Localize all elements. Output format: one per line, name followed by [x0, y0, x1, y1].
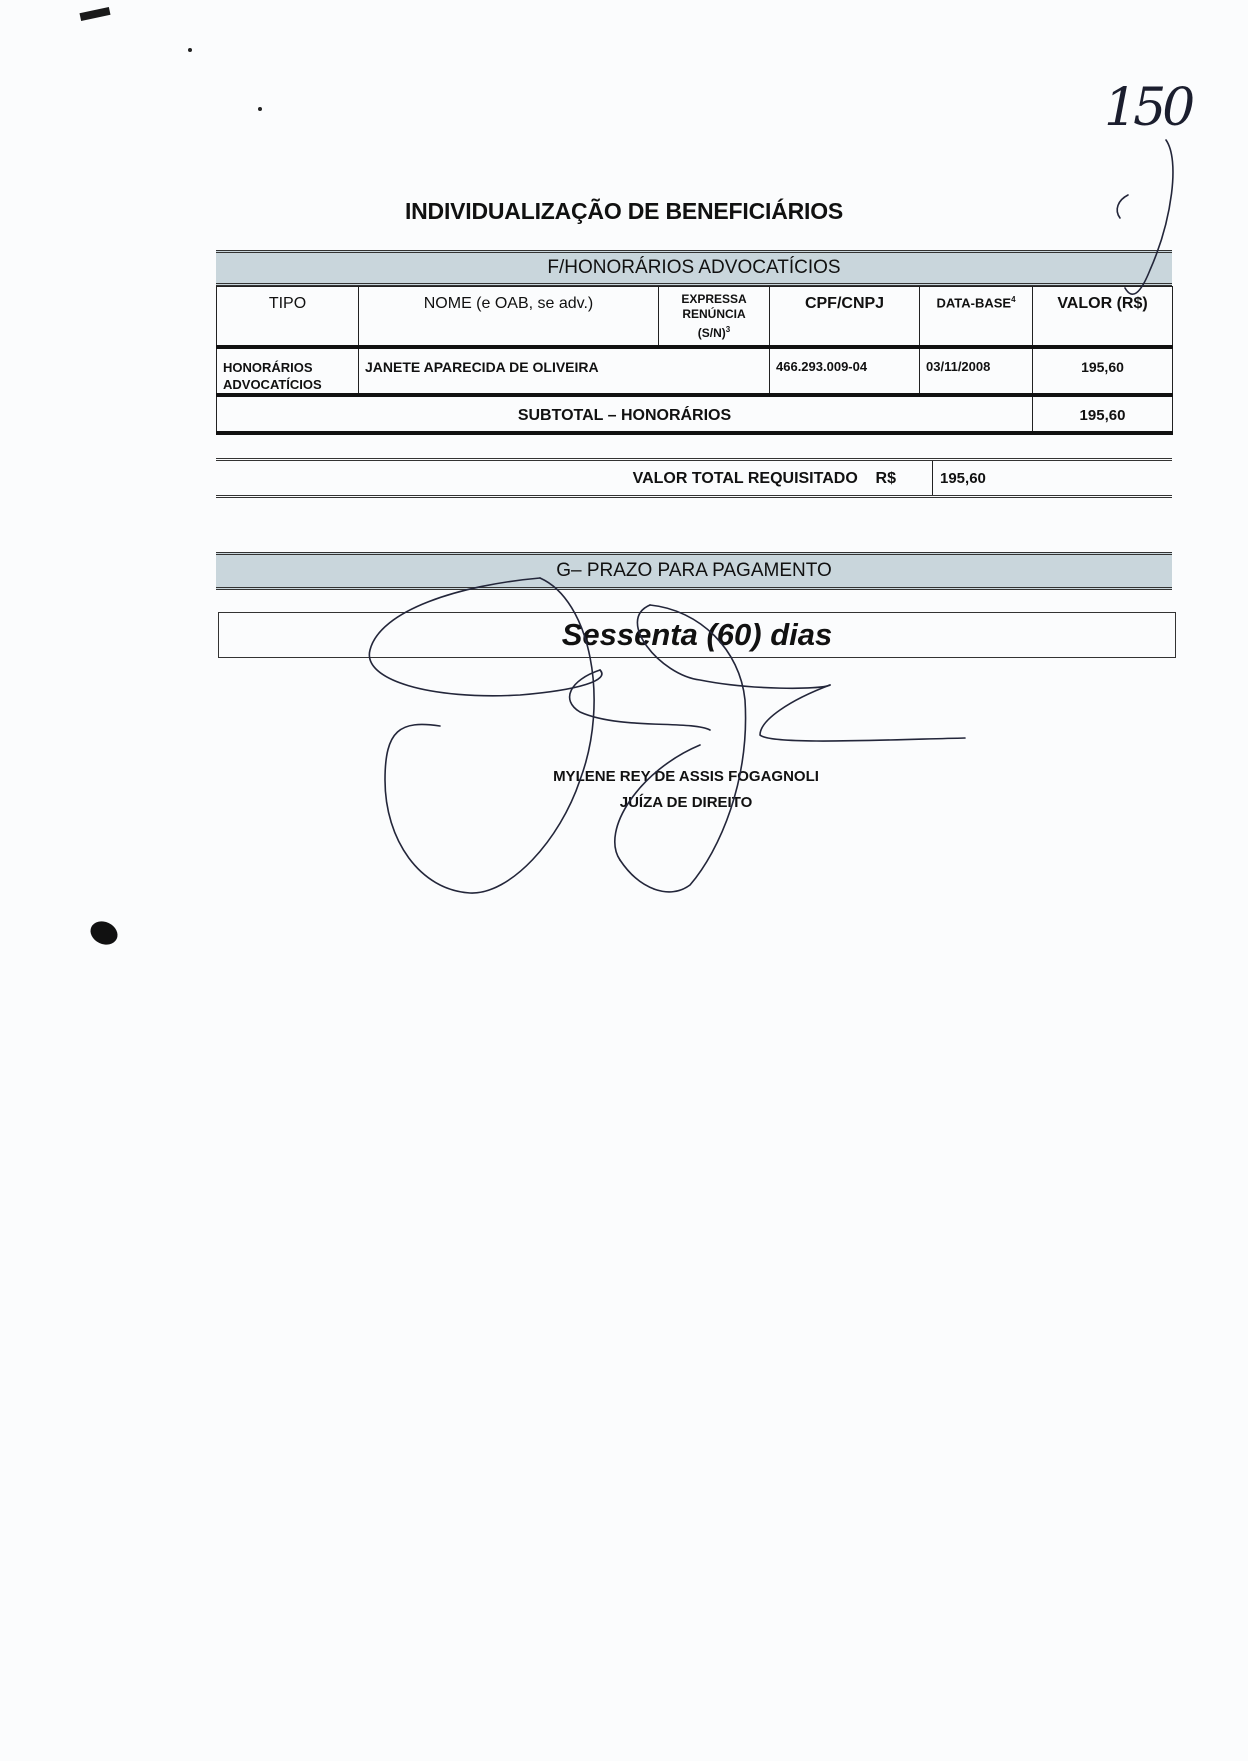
col-data-base-label: DATA-BASE [936, 295, 1012, 311]
total-label: VALOR TOTAL REQUISITADO [632, 470, 858, 487]
total-currency: R$ [875, 470, 896, 487]
page-number: 150 [1104, 78, 1192, 138]
signer-role: JUÍZA DE DIREITO [619, 794, 753, 811]
row-nome: JANETE APARECIDA DE OLIVEIRA [359, 347, 659, 395]
page-title: INDIVIDUALIZAÇÃO DE BENEFICIÁRIOS [404, 198, 844, 224]
signer-name: MYLENE REY DE ASSIS FOGAGNOLI [553, 768, 819, 785]
page-number-underline-stroke [1125, 140, 1173, 294]
col-cpf-header: CPF/CNPJ [770, 287, 920, 347]
page-number-hook-stroke [1117, 195, 1128, 218]
col-valor-header: VALOR (R$) [1033, 287, 1173, 347]
footnote-4: 4 [1011, 295, 1016, 304]
section-f-heading-text: F/HONORÁRIOS ADVOCATÍCIOS [547, 257, 841, 278]
row-valor: 195,60 [1033, 347, 1173, 395]
row-cpf: 466.293.009-04 [770, 347, 920, 395]
col-renuncia-sn: (S/N) [697, 326, 726, 340]
row-tipo-line2: ADVOCATÍCIOS [223, 376, 322, 392]
col-renuncia-line2: RENÚNCIA [682, 307, 746, 321]
prazo-value: Sessenta (60) dias [561, 617, 833, 652]
section-g-heading-text: G– PRAZO PARA PAGAMENTO [556, 560, 832, 581]
col-renuncia-line1: EXPRESSA [681, 292, 747, 306]
total-value: 195,60 [940, 470, 986, 487]
col-tipo-header: TIPO [217, 287, 359, 347]
col-nome-header: NOME (e OAB, se adv.) [359, 287, 659, 347]
footnote-3: 3 [725, 325, 731, 334]
subtotal-value: 195,60 [1033, 395, 1173, 433]
subtotal-label: SUBTOTAL – HONORÁRIOS [217, 395, 1033, 433]
row-tipo-line1: HONORÁRIOS [223, 359, 313, 375]
row-data-base: 03/11/2008 [920, 347, 1033, 395]
